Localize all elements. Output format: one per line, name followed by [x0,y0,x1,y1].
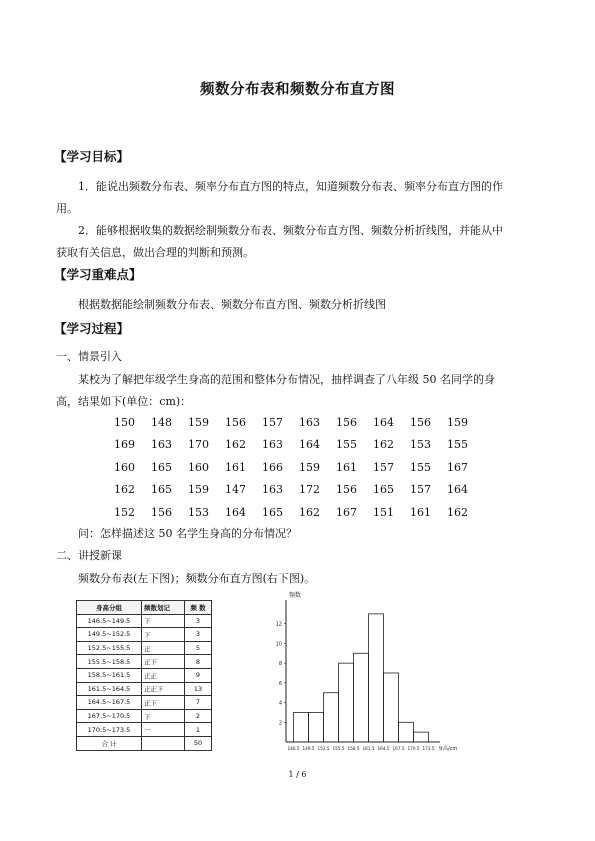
goal-2-line-2: 获取有关信息，做出合理的判断和预测。 [56,246,254,259]
height-value: 162 [299,505,320,519]
x-tick-label: 161.5 [362,746,375,751]
height-value: 156 [151,505,172,519]
height-value: 156 [225,415,246,429]
frequency-table-row [77,641,212,655]
frequency-table-row [77,723,212,737]
height-group-cell: 167.5~170.5 [77,709,142,723]
frequency-cell: 7 [185,696,212,710]
height-value: 156 [410,415,431,429]
histogram-bar [324,693,339,742]
frequency-table-row [77,614,212,628]
goal-1-line-2: 用。 [56,202,78,215]
height-value: 156 [336,483,357,497]
height-value: 147 [225,483,246,497]
height-value: 161 [225,460,246,474]
key-points-text: 根据数据能绘制频数分布表、频数分布直方图、频数分析折线图 [78,298,386,311]
height-value: 165 [151,483,172,497]
x-tick-label: 146.5 [287,746,300,751]
intro-line-1: 某校为了解把年级学生身高的范围和整体分布情况，抽样调查了八年级 50 名同学的身 [78,373,495,386]
height-group-cell: 146.5~149.5 [77,614,142,628]
histogram-bar [354,653,369,742]
height-value: 162 [225,438,246,452]
frequency-table-row [77,655,212,669]
frequency-cell: 5 [185,641,212,655]
heights-row [114,456,484,479]
height-value: 159 [188,483,209,497]
total-value: 50 [185,736,212,750]
x-tick-label: 170.5 [407,746,420,751]
histogram-bar [369,614,384,742]
frequency-cell: 2 [185,709,212,723]
tally-cell: 下 [142,628,185,642]
height-value: 165 [373,483,394,497]
tally-cell: 一 [142,723,185,737]
question-text: 问：怎样描述这 50 名学生身高的分布情况？ [78,527,297,540]
heights-row [114,411,484,434]
histogram-bar [339,663,354,742]
tally-cell: 正正下 [142,682,185,696]
y-axis-label: 频数 [289,592,302,599]
height-value: 157 [262,415,283,429]
histogram-bar [294,712,309,742]
height-value: 148 [151,415,172,429]
frequency-table-row [77,696,212,710]
height-value: 163 [262,438,283,452]
header-frequency: 频 数 [185,601,212,615]
tally-cell: 正下 [142,696,185,710]
frequency-table-row [77,668,212,682]
x-tick-label: 164.5 [377,746,390,751]
x-axis-label: 身高/cm [438,746,458,752]
height-value: 172 [299,483,320,497]
height-group-cell: 164.5~167.5 [77,696,142,710]
height-value: 165 [151,460,172,474]
frequency-cell: 8 [185,655,212,669]
x-tick-label: 158.5 [347,746,360,751]
height-group-cell: 155.5~158.5 [77,655,142,669]
heights-row [114,501,484,524]
height-value: 151 [373,505,394,519]
height-value: 164 [373,415,394,429]
goals-heading: 【学习目标】 [54,149,130,164]
y-tick-label: 10 [275,641,282,648]
height-value: 163 [151,438,172,452]
height-group-cell: 158.5~161.5 [77,668,142,682]
height-value: 161 [410,505,431,519]
frequency-cell: 3 [185,628,212,642]
height-value: 163 [299,415,320,429]
part-2-title: 二、讲授新课 [56,549,122,562]
page-number: 1 / 6 [288,770,307,779]
height-value: 165 [262,505,283,519]
header-group: 身高分组 [77,601,142,615]
height-value: 153 [410,438,431,452]
height-value: 162 [373,438,394,452]
y-tick-label: 4 [278,700,282,707]
y-tick-label: 12 [275,621,282,628]
y-tick-label: 2 [278,720,282,727]
height-value: 161 [336,460,357,474]
x-tick-label: 155.5 [332,746,345,751]
total-tally [142,736,185,750]
frequency-table-header [77,601,212,615]
height-value: 163 [262,483,283,497]
tally-cell: 正 [142,641,185,655]
height-value: 170 [188,438,209,452]
key-points-heading: 【学习重难点】 [54,267,142,282]
height-group-cell: 152.5~155.5 [77,641,142,655]
height-group-cell: 170.5~173.5 [77,723,142,737]
histogram-bar [309,712,324,742]
height-value: 155 [410,460,431,474]
height-value: 160 [114,460,135,474]
goal-2-line-1: 2．能够根据收集的数据绘制频数分布表、频数分布直方图、频数分析折线图，并能从中 [78,224,503,237]
histogram-bar [384,673,399,742]
frequency-cell: 9 [185,668,212,682]
intro-line-2: 高，结果如下(单位：cm)： [56,395,192,408]
new-lesson-intro: 频数分布表(左下图)；频数分布直方图(右下图)。 [78,572,316,585]
frequency-table-row [77,682,212,696]
heights-row [114,434,484,457]
height-value: 152 [114,505,135,519]
x-tick-label: 152.5 [317,746,330,751]
frequency-histogram [272,590,458,755]
frequency-table-row [77,628,212,642]
page-title: 频数分布表和频数分布直方图 [200,82,395,98]
frequency-cell: 3 [185,614,212,628]
height-value: 150 [114,415,135,429]
frequency-table-total-row [77,736,212,750]
y-tick-label: 8 [278,661,282,668]
process-heading: 【学习过程】 [54,321,130,336]
tally-cell: 下 [142,614,185,628]
height-value: 156 [336,415,357,429]
height-value: 164 [299,438,320,452]
height-value: 164 [225,505,246,519]
x-tick-label: 173.5 [422,746,435,751]
height-value: 166 [262,460,283,474]
frequency-table-row [77,709,212,723]
histogram-bar [414,732,429,742]
histogram-bar [399,722,414,742]
height-value: 162 [447,505,468,519]
tally-cell: 正正 [142,668,185,682]
tally-cell: 正下 [142,655,185,669]
frequency-table [76,600,212,751]
x-tick-label: 149.5 [302,746,315,751]
x-tick-label: 167.5 [392,746,405,751]
heights-row [114,479,484,502]
height-value: 153 [188,505,209,519]
y-tick-label: 6 [278,680,282,687]
height-value: 159 [447,415,468,429]
height-value: 160 [188,460,209,474]
part-1-title: 一、情景引入 [56,350,122,363]
height-value: 162 [114,483,135,497]
height-value: 159 [188,415,209,429]
goal-1-line-1: 1．能说出频数分布表、频率分布直方图的特点，知道频数分布表、频率分布直方图的作 [78,180,503,193]
height-value: 164 [447,483,468,497]
frequency-cell: 13 [185,682,212,696]
height-group-cell: 149.5~152.5 [77,628,142,642]
height-group-cell: 161.5~164.5 [77,682,142,696]
height-value: 169 [114,438,135,452]
total-label: 合 计 [77,736,142,750]
height-value: 167 [447,460,468,474]
height-value: 159 [299,460,320,474]
height-value: 155 [447,438,468,452]
height-value: 157 [373,460,394,474]
tally-cell: 下 [142,709,185,723]
height-value: 167 [336,505,357,519]
height-value: 155 [336,438,357,452]
frequency-cell: 1 [185,723,212,737]
header-tally: 频数划记 [142,601,185,615]
heights-data-table [114,411,484,524]
height-value: 157 [410,483,431,497]
